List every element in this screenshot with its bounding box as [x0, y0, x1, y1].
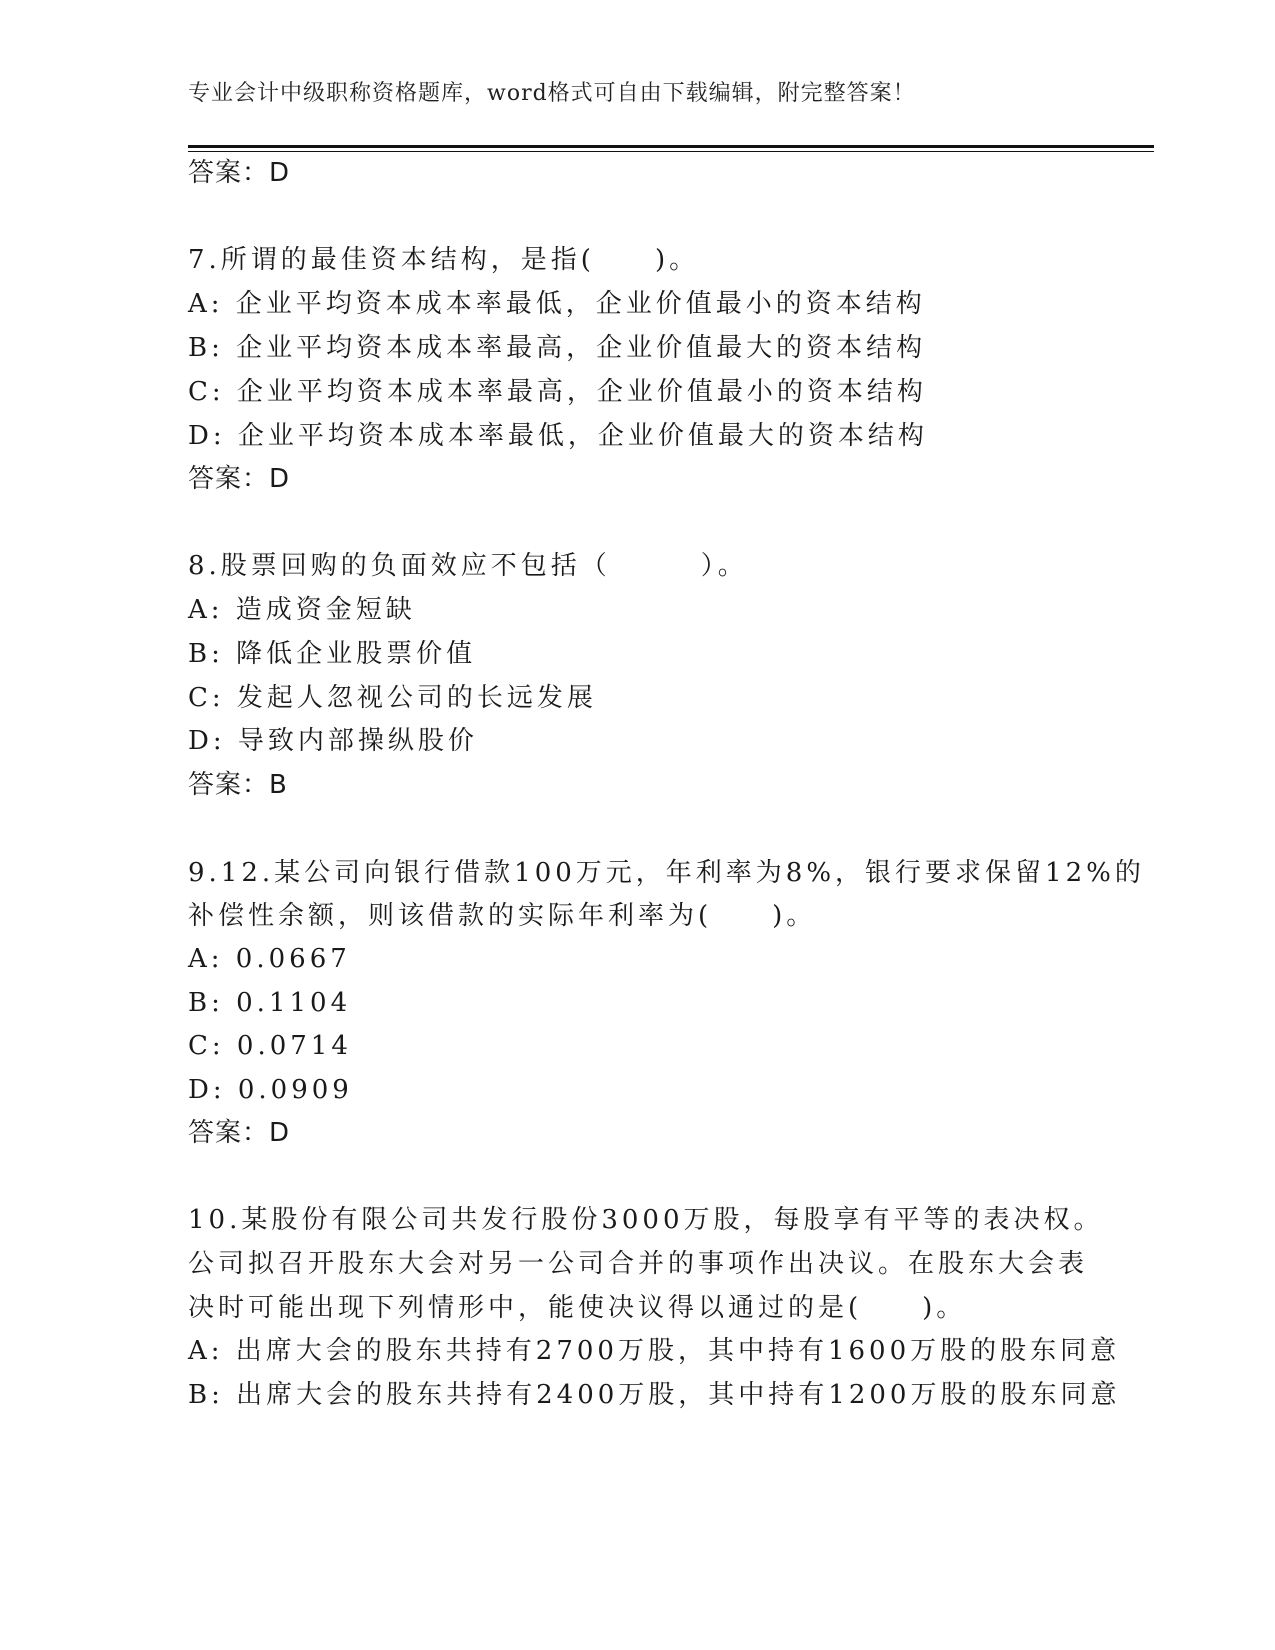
option-8-d: D: 导致内部操纵股价 — [188, 726, 478, 756]
option-7-c: C: 企业平均资本成本率最高，企业价值最小的资本结构 — [188, 377, 927, 407]
answer-9: 答案：D — [188, 1118, 291, 1148]
question-9-line-1: 9.12.某公司向银行借款100万元，年利率为8%，银行要求保留12%的 — [188, 858, 1145, 888]
question-10-line-3: 决时可能出现下列情形中，能使决议得以通过的是( )。 — [188, 1293, 967, 1323]
option-10-a: A: 出席大会的股东共持有2700万股，其中持有1600万股的股东同意 — [188, 1336, 1121, 1366]
option-7-b: B: 企业平均资本成本率最高，企业价值最大的资本结构 — [188, 333, 927, 363]
option-7-a: A: 企业平均资本成本率最低，企业价值最小的资本结构 — [188, 289, 926, 319]
option-9-b: B: 0.1104 — [188, 988, 352, 1018]
question-10-line-2: 公司拟召开股东大会对另一公司合并的事项作出决议。在股东大会表 — [188, 1249, 1089, 1279]
option-10-b: B: 出席大会的股东共持有2400万股，其中持有1200万股的股东同意 — [188, 1380, 1121, 1410]
option-9-a: A: 0.0667 — [188, 944, 351, 974]
question-8: 8.股票回购的负面效应不包括（ ）。 — [188, 551, 748, 581]
answer-8: 答案：B — [188, 770, 288, 800]
option-8-c: C: 发起人忽视公司的长远发展 — [188, 683, 597, 713]
page-header: 专业会计中级职称资格题库，word格式可自由下载编辑，附完整答案！ — [188, 81, 916, 106]
question-10-line-1: 10.某股份有限公司共发行股份3000万股，每股享有平等的表决权。 — [188, 1205, 1104, 1235]
answer-7: 答案：D — [188, 464, 291, 494]
option-8-b: B: 降低企业股票价值 — [188, 639, 477, 669]
option-9-c: C: 0.0714 — [188, 1031, 352, 1061]
option-9-d: D: 0.0909 — [188, 1075, 353, 1105]
question-7: 7.所谓的最佳资本结构，是指( )。 — [188, 245, 700, 275]
header-rule-thick — [188, 145, 1154, 148]
answer-line: 答案：D — [188, 158, 291, 188]
option-8-a: A: 造成资金短缺 — [188, 595, 416, 625]
header-rule-thin — [188, 151, 1154, 152]
option-7-d: D: 企业平均资本成本率最低，企业价值最大的资本结构 — [188, 421, 928, 451]
question-9-line-2: 补偿性余额，则该借款的实际年利率为( )。 — [188, 901, 817, 931]
